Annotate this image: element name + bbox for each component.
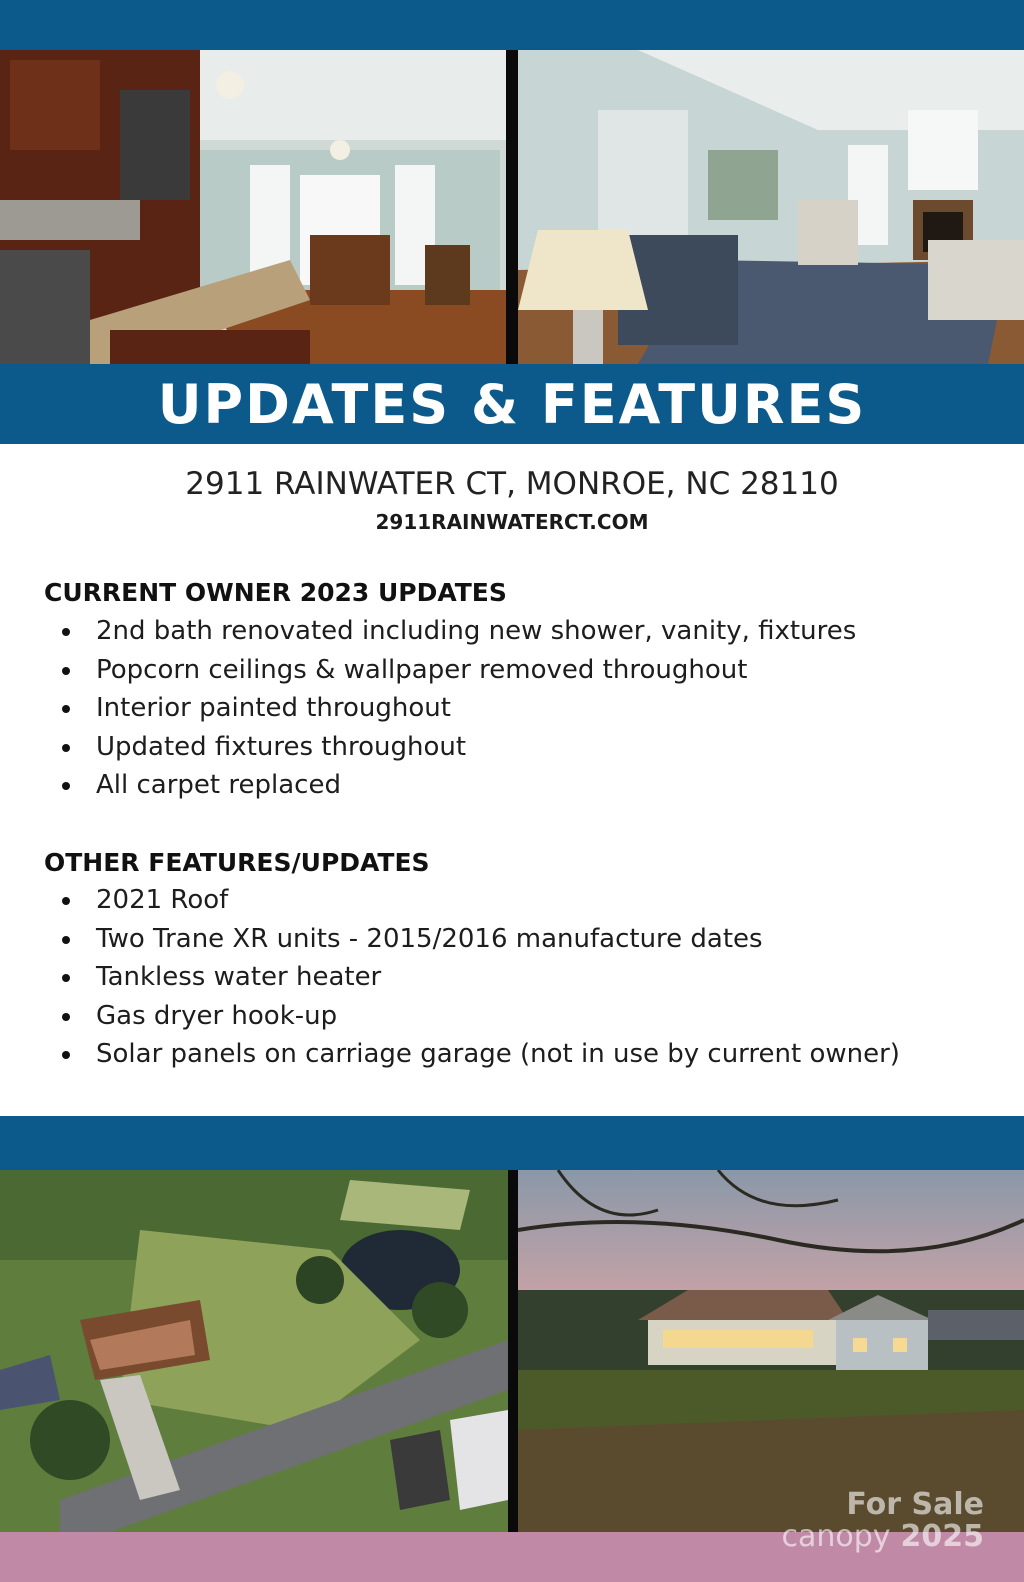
current-owner-updates-list [62,612,856,805]
list-item: 2021 Roof [62,881,900,920]
section-heading-other-features: OTHER FEATURES/UPDATES [44,848,430,877]
property-address: 2911 RAINWATER CT, MONROE, NC 28110 [185,466,839,502]
watermark-year: 2025 [900,1519,984,1554]
list-item: Gas dryer hook-up [62,997,900,1036]
list-item: Tankless water heater [62,958,900,997]
title-banner [0,364,1024,444]
photo-divider [506,50,518,364]
page-title: UPDATES & FEATURES [157,372,867,436]
watermark-brand: canopy [781,1519,891,1554]
living-room-photo [518,50,1024,364]
list-item: 2nd bath renovated including new shower, vanity, fixtures [62,612,856,651]
list-item: Two Trane XR units - 2015/2016 manufacture dates [62,920,900,959]
section-heading-current-owner: CURRENT OWNER 2023 UPDATES [44,578,507,607]
property-website: 2911RAINWATERCT.COM [375,510,649,534]
top-color-band [0,0,1024,50]
exterior-photo [518,1170,1024,1532]
kitchen-photo [0,50,506,364]
list-item: Solar panels on carriage garage (not in use by current owner) [62,1035,900,1074]
watermark-for-sale: For Sale [846,1487,984,1522]
photo-divider [508,1170,518,1532]
other-features-list [62,881,900,1074]
aerial-photo [0,1170,508,1532]
list-item: Popcorn ceilings & wallpaper removed throughout [62,651,856,690]
list-item: Interior painted throughout [62,689,856,728]
mls-watermark [781,1487,984,1554]
list-item: All carpet replaced [62,766,856,805]
list-item: Updated fixtures throughout [62,728,856,767]
middle-color-band [0,1116,1024,1170]
